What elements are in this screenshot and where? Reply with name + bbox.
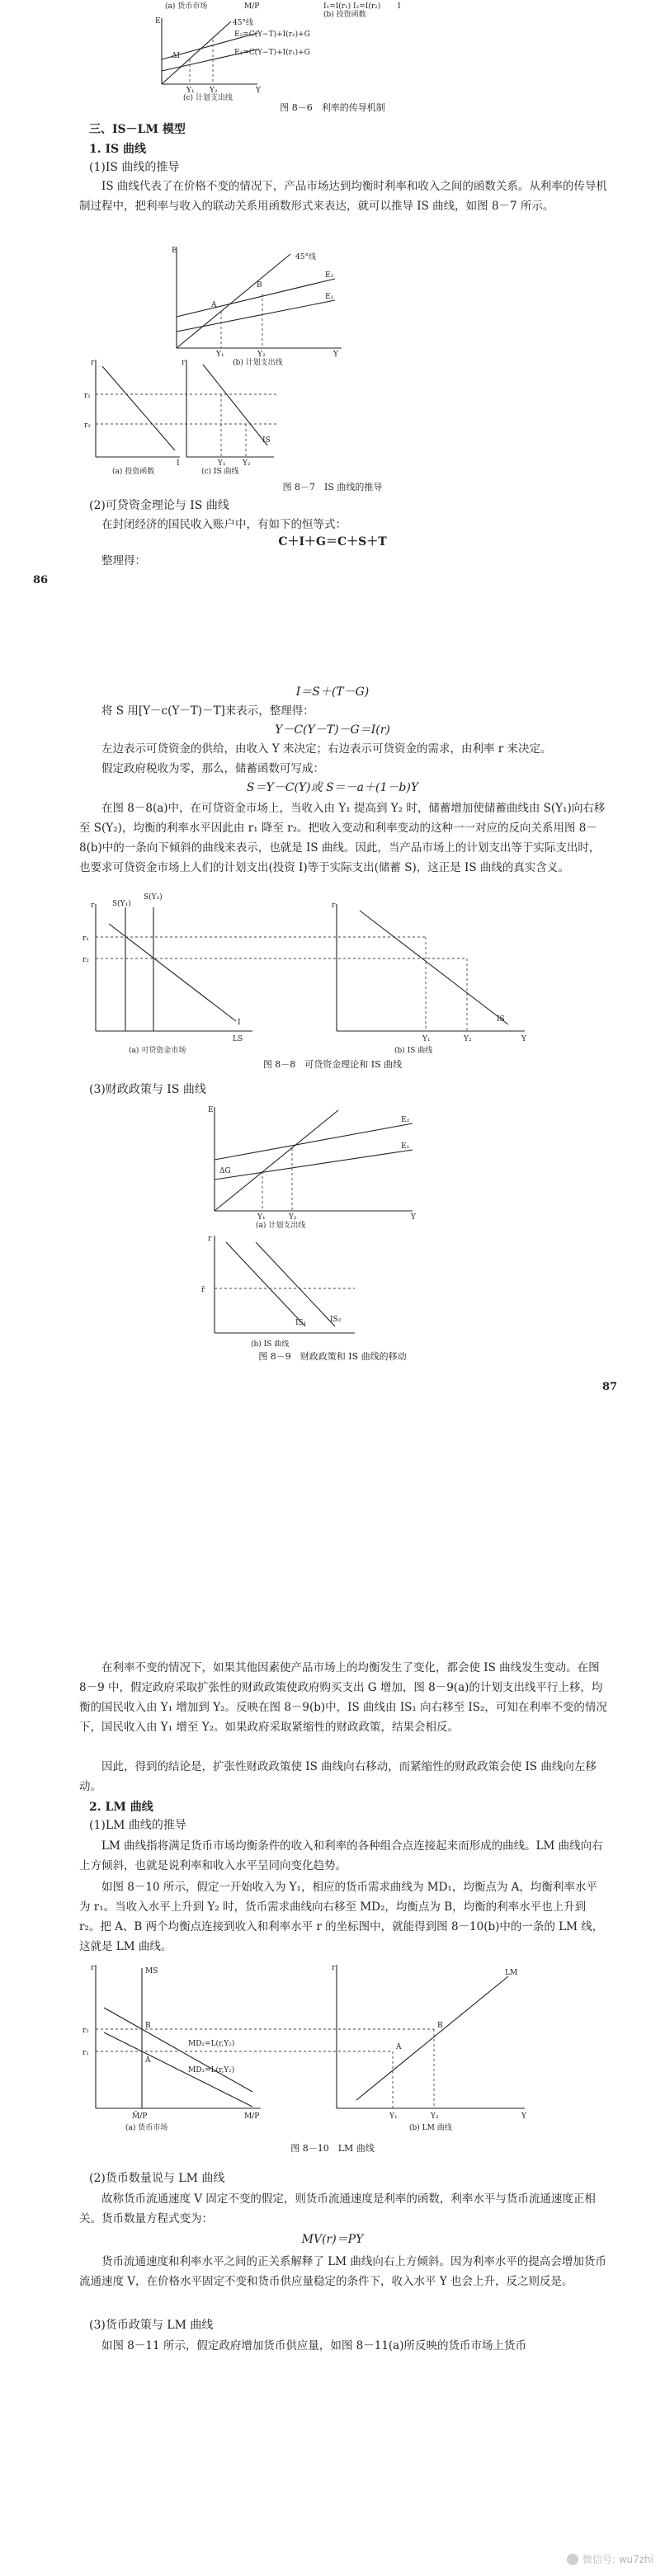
fig7-e1-label: E₁ — [325, 293, 334, 301]
figure-8-7 — [79, 241, 591, 483]
fig7-panel-b: (b) 计划支出线 — [233, 359, 283, 367]
paragraph-conclusion: 因此，得到的结论是，扩张性财政政策使 IS 曲线向右移动，而紧缩性的财政政策会使 IS 曲线向左移动。 — [79, 1760, 597, 1793]
fig9-e2-label: E₂ — [401, 1116, 410, 1124]
fig8-is-label: IS — [497, 1015, 505, 1024]
fig8-r-left: r — [91, 902, 95, 910]
fig7-investment-line — [102, 366, 175, 450]
fig7-45-line — [177, 254, 290, 348]
fig6-e1-label: E₁=C(Y−T)+I(r₁)+G — [234, 49, 310, 57]
fig8-panel-b: (b) IS 曲线 — [394, 1047, 433, 1055]
fig10-point-b-left: B — [145, 2022, 151, 2030]
fig8-caption: 图 8－8 可贷资金理论和 IS 曲线 — [262, 1059, 403, 1070]
fig7-y2-bottom: Y₂ — [243, 459, 251, 468]
fig10-caption: 图 8－10 LM 曲线 — [290, 2143, 375, 2154]
fig8-ls-label: LS — [233, 1035, 243, 1043]
fig6-i-label: I — [398, 2, 401, 11]
fig7-y1-top: Y₁ — [216, 351, 224, 359]
fig7-caption: 图 8－7 IS 曲线的推导 — [282, 482, 383, 492]
fig9-delta-g-label: ΔG — [219, 1167, 231, 1175]
heading-loanable-funds: (2)可贷资金理论与 IS 曲线 — [89, 499, 229, 512]
fig7-panel-c: (c) IS 曲线 — [201, 468, 239, 476]
page-number-86: 86 — [33, 574, 49, 586]
fig6-45-label: 45°线 — [233, 19, 253, 27]
fig10-y2-label: Y₂ — [431, 2112, 439, 2121]
fig10-lm-line — [356, 1976, 508, 2100]
heading-is-derivation: (1)IS 曲线的推导 — [89, 161, 180, 174]
fig9-45-line — [215, 1110, 338, 1211]
wechat-icon — [567, 2554, 578, 2565]
fig9-y2-top: Y₂ — [289, 1213, 297, 1222]
paragraph-fig10-explain: 如图 8－10 所示，假定一开始收入为 Y₁，相应的货币需求曲线为 MD₁，均衡点为 A，均衡利率水平为 r₁。当收入水平上升到 Y₂ 时，货币需求曲线向右移至 MD₂，均衡点为 B，均衡的利率水平也上升到 r₂。把 A、B 两个均衡点连接到收入和利率水平 r 的坐标图中，就能得到图 8－10(b)中的一条的 LM 线，这就是 LM 曲线。 — [79, 1881, 604, 1953]
fig7-point-a: A — [211, 301, 217, 309]
fig7-r-right: r — [182, 359, 186, 367]
heading-is-curve: 1. IS 曲线 — [89, 143, 147, 156]
equation-funds: Y－C(Y－T)－G＝I(r) — [275, 723, 390, 737]
fig6-caption: 图 8－6 利率的传导机制 — [280, 102, 385, 113]
fig10-lm-label: LM — [505, 1969, 518, 1977]
fig9-is2-label: IS₂ — [330, 1316, 342, 1324]
paragraph-fig8-explain: 在图 8－8(a)中，在可贷资金市场上，当收入由 Y₁ 提高到 Y₂ 时，储蓄增加使储蓄曲线由 S(Y₁)向右移至 S(Y₂)，均衡的利率水平因此由 r₁ 降至 r₂。把收入变动和利率变动的这种一一对应的反向关系用图 8－8(b)中的一条向下倾斜的曲线来表示，也就是 IS 曲线。因此，当产品市场上的计划支出等于实际支出时，也要求可贷资金市场上人们的计划支出(投资 I)等于实际支出(储蓄 S)，这正是 IS 曲线的真实含义。 — [79, 802, 606, 874]
heading-monetary-policy: (3)货币政策与 LM 曲线 — [89, 2319, 214, 2332]
fig6-y1-label: Y₁ — [186, 87, 195, 95]
fig8-i-label: I — [238, 1019, 241, 1027]
paragraph-is-definition: IS 曲线代表了在价格不变的情况下，产品市场达到均衡时利率和收入之间的函数关系。从利率的传导机制过程中，把利率与收入的联动关系用函数形式来表达，就可以推导 IS 曲线，如图 8－7 所示。 — [79, 180, 607, 213]
fig6-y-label: Y — [256, 87, 261, 95]
fig7-e-label: E — [172, 247, 177, 255]
fig6-panel-c-label: (c) 计划支出线 — [183, 94, 233, 102]
fig8-r-right: r — [332, 902, 336, 910]
fig7-r1-left: r₁ — [84, 392, 91, 400]
figure-8-6 — [155, 0, 512, 104]
heading-quantity-theory: (2)货币数量说与 LM 曲线 — [89, 2172, 225, 2185]
fig9-panel-b: (b) IS 曲线 — [251, 1340, 290, 1349]
paragraph-lm-definition: LM 曲线指将满足货币市场均衡条件的收入和利率的各种组合点连接起来而形成的曲线。LM 曲线向右上方倾斜，也就是说利率和收入水平呈同向变化趋势。 — [79, 1839, 603, 1872]
fig10-panel-b: (b) LM 曲线 — [409, 2124, 452, 2132]
fig9-caption: 图 8－9 财政政策和 IS 曲线的移动 — [258, 1351, 407, 1362]
page-number-87: 87 — [602, 1381, 618, 1393]
fig7-r2-left: r₂ — [84, 421, 91, 430]
fig6-panel-b-label: (b) 投资函数 — [323, 11, 366, 19]
fig8-sy2-label: S(Y₂) — [144, 893, 163, 902]
watermark: 微信号: wu7zhi — [567, 2552, 653, 2566]
heading-fiscal-policy: (3)财政政策与 IS 曲线 — [89, 1083, 206, 1096]
heading-lm-curve: 2. LM 曲线 — [89, 1801, 153, 1814]
paragraph-fiscal-shift: 在利率不变的情况下，如果其他因素使产品市场上的均衡发生了变化，都会使 IS 曲线发生变动。在图 8－9 中，假定政府采取扩张性的财政政策使政府购买支出 G 增加，图 8－9(a)的计划支出线平行上移，均衡的国民收入由 Y₁ 增加到 Y₂。反映在图 8－9(b)中，IS 曲线由 IS₁ 向右移至 IS₂，可知在利率不变的情况下，国民收入由 Y₁ 增至 Y₂。如果政府采取紧缩性的财政政策，结果会相反。 — [79, 1661, 607, 1734]
fig9-r-label: r — [208, 1235, 212, 1243]
fig8-is-line — [360, 911, 508, 1024]
fig9-e1-label: E₁ — [401, 1142, 410, 1151]
paragraph-rearrange: 整理得： — [101, 554, 146, 567]
fig8-y-label: Y — [521, 1035, 526, 1043]
fig9-panel-a: (a) 计划支出线 — [256, 1222, 306, 1230]
fig9-y-top: Y — [411, 1213, 416, 1222]
equation-quantity: MV(r)＝PY — [301, 2233, 364, 2246]
fig6-delta-i-label: ΔI — [172, 52, 181, 60]
fig10-ms-label: MS — [145, 1967, 158, 1976]
fig9-is1-line — [226, 1242, 305, 1326]
fig10-point-a-right: A — [396, 2043, 402, 2051]
fig7-is-label: IS — [262, 436, 271, 445]
fig10-r1-left: r₁ — [83, 2049, 89, 2057]
fig8-investment-line — [109, 924, 236, 1021]
fig9-y1-top: Y₁ — [257, 1213, 266, 1222]
fig10-mp-label: M̄/P — [132, 2112, 148, 2121]
fig10-r2-left: r₂ — [83, 2027, 89, 2035]
fig7-point-b: B — [257, 281, 262, 290]
fig7-y1-bottom: Y₁ — [218, 459, 226, 468]
fig6-y2-label: Y₂ — [210, 87, 218, 95]
heading-lm-derivation: (1)LM 曲线的推导 — [89, 1819, 186, 1832]
paragraph-identity: 在封闭经济的国民收入账户中，有如下的恒等式： — [101, 518, 347, 531]
fig6-mp-label: M/P — [244, 2, 260, 11]
fig7-e2-label: E₂ — [325, 271, 334, 280]
fig7-i-label: I — [177, 459, 180, 468]
fig7-y2-top: Y₂ — [257, 351, 266, 359]
fig10-mp2-label: M/P — [244, 2112, 260, 2121]
fig7-r-left: r — [91, 359, 95, 367]
fig7-e2-line — [177, 279, 335, 317]
fig8-sy1-label: S(Y₁) — [112, 900, 131, 908]
paragraph-velocity: 故称货币流通速度 V 固定不变的假定，则货币流通速度是利率的函数，利率水平与货币流通速度正相关。货币数量方程式变为： — [79, 2192, 596, 2225]
figure-8-8 — [79, 893, 591, 1059]
paragraph-velocity-lm: 货币流通速度和利率水平之间的正关系解释了 LM 曲线向右上方倾斜。因为利率水平的提高会增加货币流通速度 V，在价格水平固定不变和货币供应量稳定的条件下，收入水平 Y 也会上升，反之则反是。 — [79, 2255, 606, 2288]
fig10-point-b-right: B — [437, 2022, 443, 2030]
fig10-y1-label: Y₁ — [389, 2112, 398, 2121]
fig9-rbar-label: r̄ — [201, 1286, 205, 1294]
equation-identity: C＋I＋G＝C＋S＋T — [278, 535, 387, 549]
section-title: 三、IS－LM 模型 — [89, 123, 186, 136]
fig10-y-label: Y — [521, 2112, 526, 2121]
equation-saving: S＝Y－C(Y)或 S＝－a＋(1－b)Y — [246, 781, 419, 794]
fig8-y2-label: Y₂ — [464, 1035, 472, 1043]
fig8-panel-a: (a) 可贷资金市场 — [129, 1047, 186, 1055]
fig8-y1-label: Y₁ — [422, 1035, 431, 1043]
fig10-md2-line — [104, 2008, 252, 2092]
paragraph-no-tax: 假定政府税收为零，那么，储蓄函数可写成： — [101, 762, 324, 775]
fig7-y-top: Y — [333, 351, 338, 359]
fig6-i-eq-label: I₁=I(r₁) I₂=I(r₂) — [323, 2, 381, 11]
fig8-r1-label: r₁ — [83, 935, 89, 943]
fig7-is-line — [203, 365, 267, 445]
paragraph-substitute: 将 S 用[Y－c(Y－T)－T]来表示，整理得： — [101, 704, 314, 718]
fig6-panel-a-label: (a) 货币市场 — [165, 2, 208, 11]
paragraph-monetary: 如图 8－11 所示，假定政府增加货币供应量，如图 8－11(a)所反映的货币市场上货币 — [101, 2339, 526, 2352]
fig10-panel-a: (a) 货币市场 — [125, 2124, 168, 2132]
fig6-e2-label: E₂=C(Y−T)+I(r₂)+G — [234, 31, 310, 39]
fig9-is2-line — [256, 1242, 335, 1326]
fig8-r2-label: r₂ — [83, 956, 89, 964]
figure-8-9 — [190, 1102, 437, 1353]
fig10-point-a-left: A — [145, 2056, 151, 2065]
paragraph-supply-demand: 左边表示可贷资金的供给，由收入 Y 来决定；右边表示可贷资金的需求，由利率 r 来决定。 — [101, 742, 552, 756]
fig9-e-label: E — [208, 1106, 214, 1114]
fig10-md2-label: MD₂=L(r,Y₂) — [188, 2040, 235, 2048]
fig7-e1-line — [177, 300, 335, 332]
fig7-45-label: 45°线 — [295, 253, 316, 261]
fig6-e-label: E — [155, 17, 161, 26]
fig10-r-left: r — [91, 1964, 95, 1972]
equation-i-s: I＝S＋(T－G) — [295, 685, 370, 699]
fig10-r-right: r — [332, 1964, 336, 1972]
fig7-panel-a: (a) 投资函数 — [112, 468, 155, 476]
fig9-is1-label: IS₁ — [295, 1319, 307, 1327]
fig10-md1-label: MD₁=L(r,Y₁) — [188, 2066, 235, 2074]
figure-8-10 — [79, 1960, 591, 2136]
